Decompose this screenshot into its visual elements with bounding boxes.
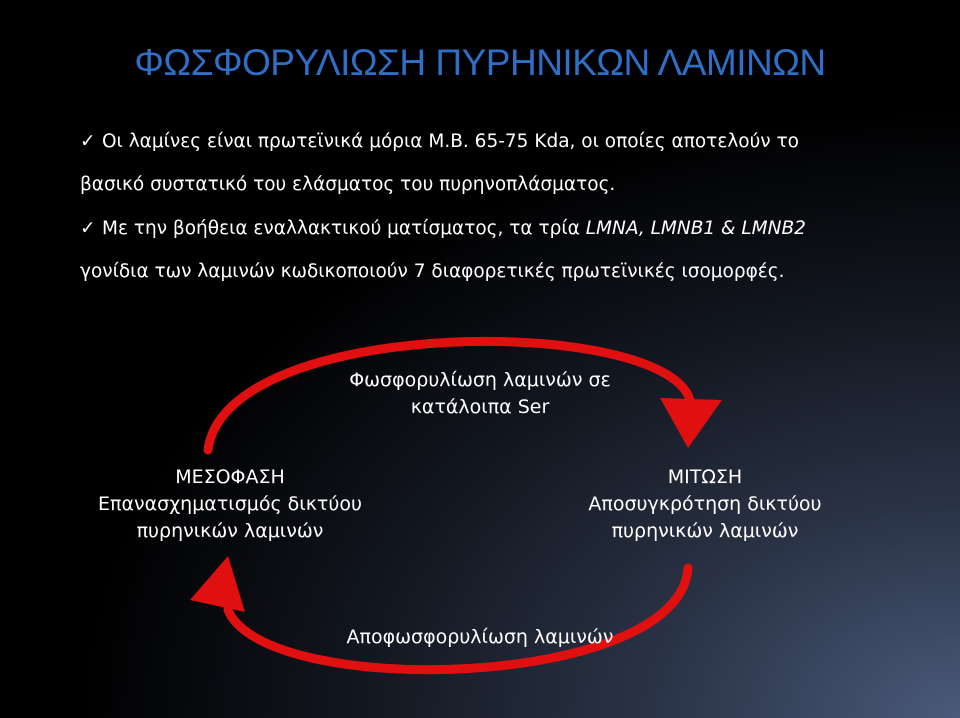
interphase-line-2: Επανασχηματισμός δικτύου [98, 493, 362, 515]
phosphorylation-line-2: κατάλοιπα Ser [410, 396, 550, 418]
slide-title: ΦΩΣΦΟΡΥΛΙΩΣΗ ΠΥΡΗΝΙΚΩΝ ΛΑΜΙΝΩΝ [134, 42, 826, 83]
gene-names: LMNA, LMNB1 & LMNB2 [585, 218, 806, 239]
bullet-1-line-2: βασικό συστατικό του ελάσματος του πυρηνοπλάσματος. [80, 174, 616, 195]
mitosis-title: ΜΙΤΩΣΗ [667, 466, 743, 488]
arrow-bottom-icon [190, 556, 688, 670]
dephosphorylation-label: Αποφωσφορυλίωση λαμινών [346, 626, 614, 648]
bullet-2-line-2: γονίδια των λαμινών κωδικοποιούν 7 διαφορετικές πρωτεϊνικές ισομορφές. [80, 261, 785, 282]
bullet-1-text-1: Οι λαμίνες είναι πρωτεϊνικά μόρια Μ.Β. 65-75 Kda, οι οποίες αποτελούν το [102, 131, 799, 152]
mitosis-line-2: Αποσυγκρότηση δικτύου [588, 493, 822, 515]
interphase-title: ΜΕΣΟΦΑΣΗ [175, 466, 285, 488]
bullet-2-text-1: Με την βοήθεια εναλλακτικού ματίσματος, τα τρία [102, 218, 586, 239]
phosphorylation-label [300, 367, 660, 421]
check-icon: ✓ [80, 218, 96, 239]
check-icon: ✓ [80, 131, 96, 152]
interphase-label [70, 464, 390, 545]
mitosis-label [560, 464, 850, 545]
mitosis-line-3: πυρηνικών λαμινών [611, 520, 799, 542]
phosphorylation-line-1: Φωσφορυλίωση λαμινών σε [349, 369, 611, 391]
interphase-line-3: πυρηνικών λαμινών [136, 520, 324, 542]
